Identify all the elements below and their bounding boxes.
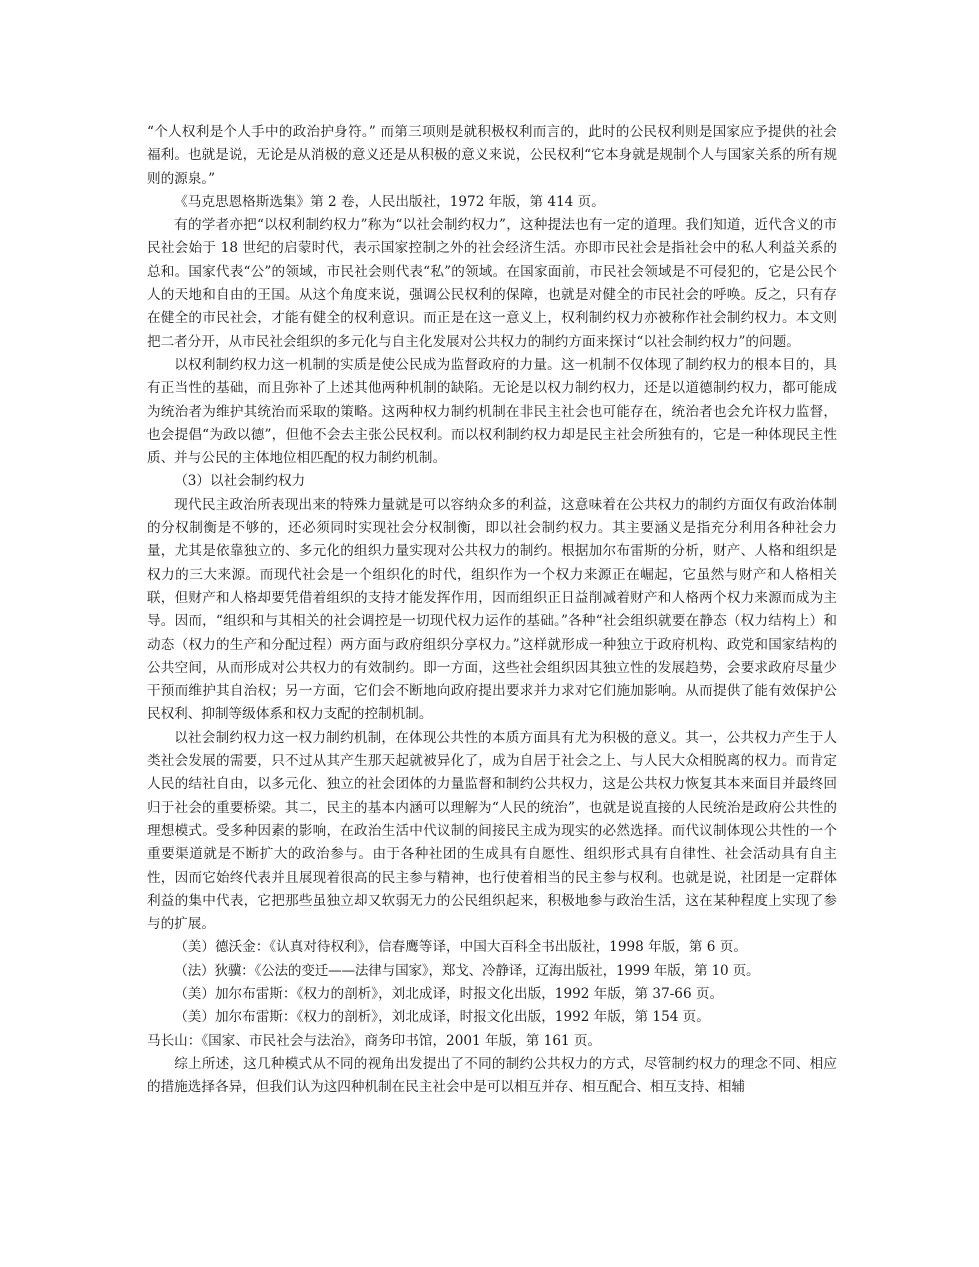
citation-galbraith-2: （美）加尔布雷斯：《权力的剖析》，刘北成译，时报文化出版，1992 年版，第 154 页。: [174, 1009, 710, 1026]
paragraph-conclusion: 综上所述，这几种模式从不同的视角出发提出了不同的制约公共权力的方式，尽管制约权力的理念不同、相应的措施选择各异，但我们认为这四种机制在民主社会中是可以相互并存、相互配合、相互支持、相辅: [147, 1055, 837, 1096]
citation-duguit: （法）狄骥：《公法的变迁——法律与国家》，郑戈、冷静译，辽海出版社，1999 年版，第 10 页。: [174, 962, 760, 979]
paragraph-civil-society: 有的学者亦把“以权利制约权力”称为“以社会制约权力”，这种提法也有一定的道理。我们知道，近代含义的市民社会始于 18 世纪的启蒙时代，表示国家控制之外的社会经济生活。亦即市民社会是指社会中的私人利益关系的总和。国家代表“公”的领域，市民社会则代表“私”的领域。在国家面前，市民社会领域是不可侵犯的，它是公民个人的天地和自由的王国。从这个角度来说，强调公民权利的保障，也就是对健全的市民社会的呼唤。反之，只有存在健全的市民社会，才能有健全的权利意识。而正是在这一意义上，权利制约权力亦被称作社会制约权力。本文则把二者分开，从市民社会组织的多元化与自主化发展对公共权力的制约方面来探讨“以社会制约权力”的问题。: [147, 217, 837, 350]
paragraph-rights-constrain-power: 以权利制约权力这一机制的实质是使公民成为监督政府的力量。这一机制不仅体现了制约权力的根本目的，具有正当性的基础，而且弥补了上述其他两种机制的缺陷。无论是以权力制约权力，还是以道德制约权力，都可能成为统治者为维护其统治而采取的策略。这两种权力制约机制在非民主社会也可能存在，统治者也会允许权力监督，也会提倡“为政以德”，但他不会去主张公民权利。而以权利制约权力却是民主社会所独有的，它是一种体现民主性质、并与公民的主体地位相匹配的权力制约机制。: [147, 356, 837, 467]
section-heading-society-constrains-power: （3）以社会制约权力: [174, 473, 306, 490]
paragraph-rights-amulet: “个人权利是个人手中的政治护身符。” 而第三项则是就积极权利而言的，此时的公民权利则是国家应予提供的社会福利。也就是说，无论是从消极的意义还是从积极的意义来说，公民权利“它本身就是规制个人与国家关系的所有规则的源泉。”: [147, 124, 837, 187]
paragraph-modern-democracy: 现代民主政治所表现出来的特殊力量就是可以容纳众多的利益，这意味着在公共权力的制约方面仅有政治体制的分权制衡是不够的，还必须同时实现社会分权制衡，即以社会制约权力。其主要涵义是指充分利用各种社会力量，尤其是依靠独立的、多元化的组织力量实现对公共权力的制约。根据加尔布雷斯的分析，财产、人格和组织是权力的三大来源。而现代社会是一个组织化的时代，组织作为一个权力来源正在崛起，它虽然与财产和人格相关联，但财产和人格却要凭借着组织的支持才能发挥作用，因而组织正日益削减着财产和人格两个权力来源而成为主导。因而，“组织和与其相关的社会调控是一切现代权力运作的基础。”各种“社会组织就要在静态（权力结构上）和动态（权力的生产和分配过程）两方面与政府组织分享权力。”这样就形成一种独立于政府机构、政党和国家结构的公共空间，从而形成对公共权力的有效制约。即一方面，这些社会组织因其独立性的发展趋势，会要求政府尽量少干预而维护其自治权；另一方面，它们会不断地向政府提出要求并力求对它们施加影响。从而提供了能有效保护公民权利、抑制等级体系和权力支配的控制机制。: [147, 496, 837, 723]
document-page: [147, 121, 837, 1099]
citation-galbraith-1: （美）加尔布雷斯：《权力的剖析》，刘北成译，时报文化出版，1992 年版，第 37-66 页。: [174, 985, 724, 1002]
citation-dworkin: （美）德沃金：《认真对待权利》，信春鹰等译，中国大百科全书出版社，1998 年版，第 6 页。: [174, 939, 747, 956]
citation-marx-engels: 《马克思恩格斯选集》第 2 卷，人民出版社，1972 年版，第 414 页。: [174, 193, 605, 210]
citation-ma-changshan: 马长山：《国家、市民社会与法治》，商务印书馆，2001 年版，第 161 页。: [147, 1032, 602, 1049]
paragraph-publicness: 以社会制约权力这一权力制约机制，在体现公共性的本质方面具有尤为积极的意义。其一，公共权力产生于人类社会发展的需要，只不过从其产生那天起就被异化了，成为自居于社会之上、与人民大众相脱离的权力。而肯定人民的结社自由，以多元化、独立的社会团体的力量监督和制约公共权力，这是公共权力恢复其本来面目并最终回归于社会的重要桥梁。其二，民主的基本内涵可以理解为“人民的统治”，也就是说直接的人民统治是政府公共性的理想模式。受多种因素的影响，在政治生活中代议制的间接民主成为现实的必然选择。而代议制体现公共性的一个重要渠道就是不断扩大的政治参与。由于各种社团的生成具有自愿性、组织形式具有自律性、社会活动具有自主性，因而它始终代表并且展现着很高的民主参与精神，也行使着相当的民主参与权利。也就是说，社团是一定群体利益的集中代表，它把那些虽独立却又软弱无力的公民组织起来，积极地参与政治生活，这在某种程度上实现了参与的扩展。: [147, 729, 837, 933]
